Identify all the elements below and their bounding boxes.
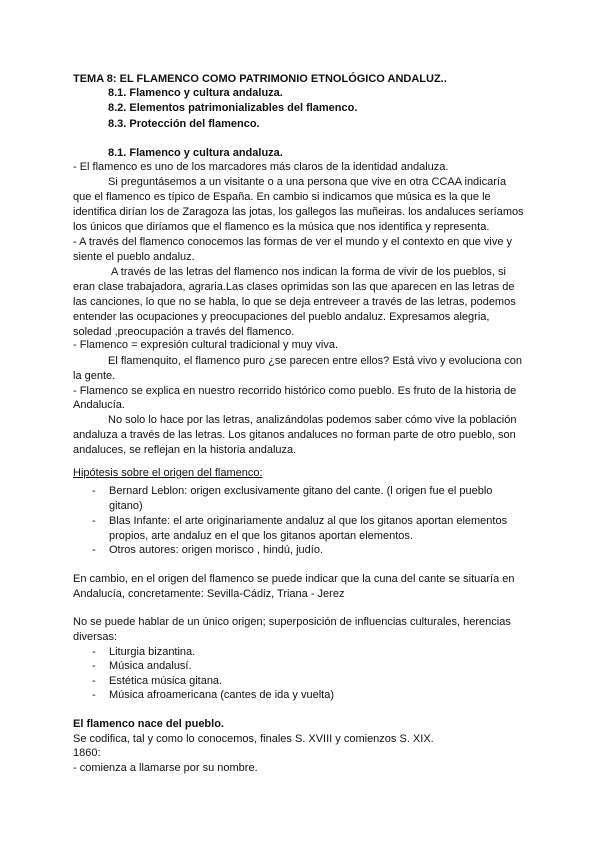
hypotheses-heading: Hipótesis sobre el origen del flamenco:	[73, 467, 263, 479]
influence-item: Estética música gitana.	[109, 675, 223, 687]
origin-line: diversas:	[73, 631, 118, 643]
paragraph-line: que el flamenco es típico de España. En cambio si indicamos que música es la que le	[73, 191, 491, 203]
paragraph-line: A través de las letras del flamenco nos indican la forma de vivir de los pueblos, si	[111, 266, 506, 278]
section-heading: 8.1. Flamenco y cultura andaluza.	[108, 147, 283, 159]
cradle-line: Andalucía, concretamente: Sevilla-Cádiz, Triana - Jerez	[73, 588, 345, 600]
paragraph-line: las canciones, lo que no se habla, lo que se deja entreveer a través de las letras, podemos	[73, 296, 516, 308]
paragraph-line: eran clase trabajadora, agraria.Las clases oprimidas son las que aparecen en las letras de	[73, 281, 515, 293]
hypothesis-item: propios, arte andaluz en el que los gitanos aportan elementos.	[109, 530, 413, 542]
influence-item: Liturgia bizantina.	[109, 646, 196, 658]
paragraph-line: - Flamenco = expresión cultural tradicional y muy viva.	[73, 339, 339, 351]
hypothesis-item: Otros autores: origen morisco , hindú, judío.	[109, 544, 323, 556]
origin-line: No se puede hablar de un único origen; superposición de influencias culturales, herencias	[73, 616, 511, 628]
list-bullet: -	[92, 646, 96, 658]
born-line: 1860:	[73, 747, 101, 759]
paragraph-line: No solo lo hace por las letras, analizándolas podemos saber cómo vive la población	[108, 414, 517, 426]
paragraph-line: entender las ocupaciones y preocupaciones del pueblo andaluz. Expresamos alegria,	[73, 311, 490, 323]
paragraph-line: andaluces, se reflejan en la historia andaluza.	[73, 444, 297, 456]
born-heading: El flamenco nace del pueblo.	[73, 718, 224, 730]
paragraph-line: - Flamenco se explica en nuestro recorrido histórico como pueblo. Es fruto de la historia de	[73, 385, 517, 397]
paragraph-line: El flamenquito, el flamenco puro ¿se parecen entre ellos? Está vivo y evoluciona con	[108, 355, 522, 367]
paragraph-line: Andalucía.	[73, 399, 125, 411]
paragraph-line: soledad ,preocupación a través del flamenco.	[73, 326, 295, 338]
paragraph-line: los únicos que diríamos que el flamenco es la música que nos identifica y representa.	[73, 221, 490, 233]
paragraph-line: - A través del flamenco conocemos las formas de ver el mundo y el contexto en que vive y	[73, 236, 513, 248]
toc-item-3: 8.3. Protección del flamenco.	[108, 118, 260, 130]
paragraph-line: la gente.	[73, 370, 116, 382]
hypothesis-item: Bernard Leblon: origen exclusivamente gitano del cante. (l origen fue el pueblo	[109, 485, 493, 497]
paragraph-line: siente el pueblo andaluz.	[73, 251, 195, 263]
list-bullet: -	[92, 660, 96, 672]
born-line: - comienza a llamarse por su nombre.	[73, 762, 258, 774]
document-title: TEMA 8: EL FLAMENCO COMO PATRIMONIO ETNOLÓGICO ANDALUZ..	[73, 73, 447, 85]
born-line: Se codifica, tal y como lo conocemos, finales S. XVIII y comienzos S. XIX.	[73, 733, 434, 745]
paragraph-line: andaluza a través de las letras. Los gitanos andaluces no forman parte de otro pueblo, son	[73, 429, 516, 441]
toc-item-2: 8.2. Elementos patrimonializables del flamenco.	[108, 102, 358, 114]
paragraph-line: identifica dirían los de Zaragoza las jotas, los gallegos las muñeiras. los andaluces seríamos	[73, 206, 524, 218]
list-bullet: -	[92, 485, 96, 497]
list-bullet: -	[92, 544, 96, 556]
list-bullet: -	[92, 675, 96, 687]
list-bullet: -	[92, 515, 96, 527]
toc-item-1: 8.1. Flamenco y cultura andaluza.	[108, 87, 283, 99]
hypothesis-item: gitano)	[109, 500, 143, 512]
cradle-line: En cambio, en el origen del flamenco se puede indicar que la cuna del cante se situaría en	[73, 573, 515, 585]
influence-item: Música afroamericana (cantes de ida y vuelta)	[109, 689, 334, 701]
list-bullet: -	[92, 689, 96, 701]
influence-item: Música andalusí.	[109, 660, 192, 672]
hypothesis-item: Blas Infante: el arte originariamente andaluz al que los gitanos aportan elementos	[109, 515, 508, 527]
paragraph-line: - El flamenco es uno de los marcadores más claros de la identidad andaluza.	[73, 161, 449, 173]
paragraph-line: Si preguntásemos a un visitante o a una persona que vive en otra CCAA indicaría	[108, 176, 507, 188]
